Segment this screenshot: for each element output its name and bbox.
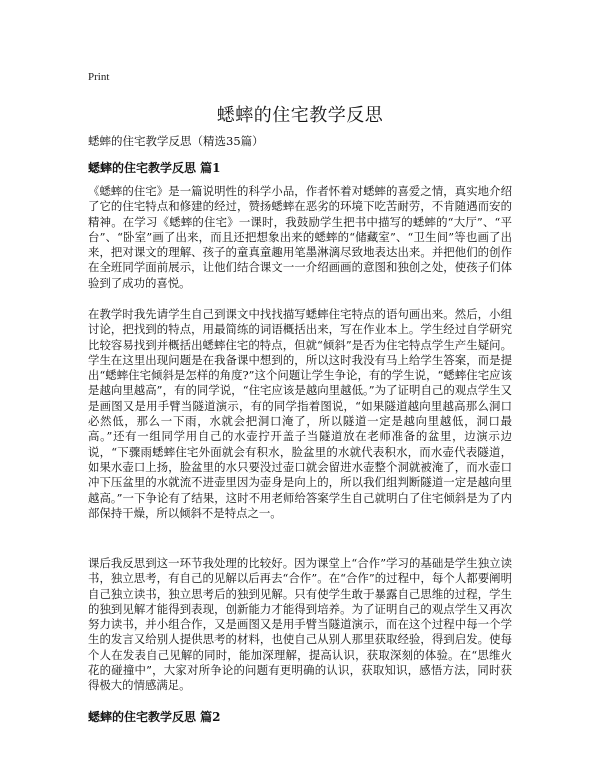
section-heading-2: 蟋蟀的住宅教学反思 篇2 bbox=[88, 710, 221, 724]
section-heading-1: 蟋蟀的住宅教学反思 篇1 bbox=[88, 161, 221, 175]
page-title: 蟋蟀的住宅教学反思 bbox=[216, 105, 384, 126]
print-link[interactable]: Print bbox=[88, 71, 110, 83]
paragraph: 《蟋蟀的住宅》是一篇说明性的科学小品，作者怀着对蟋蟀的喜爱之情，真实地介绍了它的住宅特点和修建的经过，赞扬蟋蟀在恶劣的环境下吃苦耐劳，不肯随遇而安的精神。在学习《蟋蟀的住宅》一课时，我鼓励学生把书中描写的蟋蟀的“大厅”、“平台”、“卧室”画了出来，而且还把想象出来的蟋蟀的“储藏室”、“卫生间”等也画了出来，把对课文的理解、孩子的童真童趣用笔墨淋漓尽致地表达出来。并把他们的创作在全班同学面前展示，让他们结合课文一一介绍画画的意图和独创之处，使孩子们体验到了成功的喜悦。 bbox=[88, 184, 512, 290]
document-subtitle: 蟋蟀的住宅教学反思（精选35篇） bbox=[88, 134, 264, 148]
paragraph: 课后我反思到这一环节我处理的比较好。因为课堂上“合作”学习的基础是学生独立读书，独立思考，有自己的见解以后再去“合作”。在“合作”的过程中，每个人都要阐明自己独立读书，独立思考后的独到见解。只有使学生敢于暴露自己思维的过程，学生的独到见解才能得到表现，创新能力才能得到培养。为了证明自己的观点学生又再次努力读书，并小组合作，又是画图又是用手臂当隧道演示，而在这个过程中每一个学生的发言又给别人提供思考的材料，也使自己从别人那里获取经验，得到启发。使每个人在发表自己见解的同时，能加深理解，提高认识，获取深刻的体验。在“思维火花的碰撞中”，大家对所争论的问题有更明确的认识，获取知识，感悟方法，同时获得极大的情感满足。 bbox=[88, 556, 512, 693]
paragraph: 在教学时我先请学生自己到课文中找找描写蟋蟀住宅特点的语句画出来。然后，小组讨论，把找到的特点，用最简练的词语概括出来，写在作业本上。学生经过自学研究比较容易找到并概括出蟋蟀住宅的特点，但就“倾斜”是否为住宅特点学生产生疑问。学生在这里出现问题是在我备课中想到的，所以这时我没有马上给学生答案，而是提出“蟋蟀住宅倾斜是怎样的角度?”这个问题让学生争论，有的学生说，“蟋蟀住宅应该是越向里越高”，有的同学说，“住宅应该是越向里越低。”为了证明自己的观点学生又是画图又是用手臂当隧道演示，有的同学指着图说，“如果隧道越向里越高那么洞口必然低，那么一下雨，水就会把洞口淹了，所以隧道一定是越向里越低，洞口最高。”还有一组同学用自己的水壶拧开盖子当隧道放在老师准备的盆里，边演示边说，“下骤雨蟋蟀住宅外面就会有积水，脸盆里的水就代表积水，而水壶代表隧道，如果水壶口上扬，脸盆里的水只要没过壶口就会留进水壶整个洞就被淹了，而水壶口冲下压盆里的水就流不进壶里因为壶身是向上的，所以我们组判断隧道一定是越向里越高。”一下争论有了结果，这时不用老师给答案学生自己就明白了住宅倾斜是为了内部保持干燥，所以倾斜不是特点之一。 bbox=[88, 307, 512, 520]
